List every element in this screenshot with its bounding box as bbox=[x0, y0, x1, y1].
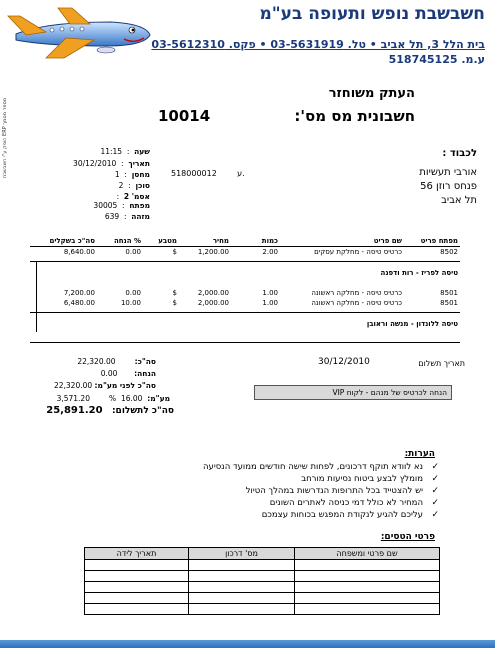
table-row[interactable] bbox=[85, 582, 440, 593]
info-row-agent: סוכן : 2 bbox=[118, 181, 150, 190]
table-row bbox=[30, 298, 460, 308]
cell-birth-date[interactable] bbox=[85, 593, 189, 604]
cell-item-name: כרטיס טיסה - מחלקה ראשונה bbox=[311, 299, 402, 307]
vertical-side-note: הופק ע"י חשבשבת ERP מספר מסמך bbox=[2, 97, 8, 178]
cell-price: 1,200.00 bbox=[197, 248, 229, 256]
cell-full-name[interactable] bbox=[295, 582, 440, 593]
items-bottom-rule bbox=[30, 342, 460, 343]
table-row[interactable] bbox=[85, 604, 440, 615]
check-icon: ✓ bbox=[431, 462, 439, 472]
customer-id: 518000012 ע. bbox=[171, 169, 245, 178]
cell-discount: 0.00 bbox=[125, 248, 141, 256]
cell-price: 2,000.00 bbox=[197, 289, 229, 297]
totals-before-vat: סה"כ לפני מע"מ: 22,320.00 bbox=[53, 381, 156, 390]
list-item: ✓המחיר לא כולל דמי כניסה לאתרים השונים bbox=[269, 498, 439, 508]
discount-note-box bbox=[254, 385, 452, 400]
passengers-title: פרטי הטסים: bbox=[380, 532, 435, 542]
cell-currency: $ bbox=[172, 248, 177, 256]
cell-quantity: 1.00 bbox=[262, 299, 278, 307]
info-row-time: שעה : 11:15 bbox=[100, 147, 150, 156]
col-currency: מטבע bbox=[143, 236, 179, 247]
col-item-key: מפתח פריט bbox=[404, 236, 460, 247]
group-title-london: טיסה ללונדון - מנשה וראובן bbox=[366, 320, 458, 328]
cell-passport-number[interactable] bbox=[189, 560, 295, 571]
list-item: ✓מומלץ לבצע ביטוח נסיעות מורחב bbox=[301, 474, 439, 484]
info-row-key: מפתח : 30005 bbox=[93, 201, 150, 210]
cell-total: 7,200.00 bbox=[63, 289, 95, 297]
col-birth-date: תאריך לידה bbox=[85, 548, 189, 560]
col-item-name: שם פריט bbox=[280, 236, 404, 247]
cell-full-name[interactable] bbox=[295, 593, 440, 604]
cell-price: 2,000.00 bbox=[197, 299, 229, 307]
col-discount: % הנחה bbox=[97, 236, 143, 247]
payment-date: 30/12/2010 bbox=[318, 357, 370, 367]
cell-total: 8,640.00 bbox=[63, 248, 95, 256]
cell-birth-date[interactable] bbox=[85, 582, 189, 593]
cell-item-key: 8501 bbox=[440, 289, 458, 297]
check-icon: ✓ bbox=[431, 474, 439, 484]
cell-currency: $ bbox=[172, 289, 177, 297]
group-title-paris: טיסה לפריז - רות ודפנה bbox=[380, 269, 458, 277]
totals-subtotal: סה"כ: 22,320.00 bbox=[77, 357, 156, 366]
list-item: ✓עליכם להגיע לנקודת המפגש בכוחות עצמכם bbox=[261, 510, 439, 520]
company-vat-number: ע.מ. 518745125 bbox=[388, 53, 485, 66]
copy-label: העתק משוחזר bbox=[328, 86, 415, 101]
col-total-ils: סה"כ בשקלים bbox=[30, 236, 97, 247]
check-icon: ✓ bbox=[431, 486, 439, 496]
items-left-rule bbox=[36, 262, 37, 332]
items-header-row bbox=[30, 236, 460, 247]
list-item: ✓יש להצטייד בכל התרופות הנדרשות במהלך הטיול bbox=[245, 486, 439, 496]
group-title-row bbox=[30, 268, 460, 278]
document-title: חשבונית מס מס': bbox=[294, 107, 415, 125]
table-row[interactable] bbox=[85, 593, 440, 604]
table-row[interactable] bbox=[85, 571, 440, 582]
cell-birth-date[interactable] bbox=[85, 604, 189, 615]
totals-vat: מע"מ: 16.00 % 3,571.20 bbox=[56, 394, 170, 403]
cell-full-name[interactable] bbox=[295, 604, 440, 615]
customer-to-label: לכבוד : bbox=[442, 148, 477, 159]
col-price: מחיר bbox=[179, 236, 231, 247]
totals-grand: סה"כ לתשלום: 25,891.20 bbox=[46, 405, 174, 416]
discount-note-text: הנחה לכרטיס של מנהם - לקוח VIP bbox=[332, 388, 447, 397]
info-row-ref2: אסמ' 2 : bbox=[111, 192, 150, 201]
cell-full-name[interactable] bbox=[295, 571, 440, 582]
notes-title: הערות: bbox=[404, 449, 435, 459]
cell-passport-number[interactable] bbox=[189, 593, 295, 604]
totals-discount: הנחה: 0.00 bbox=[100, 369, 156, 378]
info-row-date: תאריך : 30/12/2010 bbox=[73, 159, 150, 168]
group-title-row bbox=[30, 319, 460, 329]
cell-birth-date[interactable] bbox=[85, 560, 189, 571]
cell-item-key: 8502 bbox=[440, 248, 458, 256]
list-item: ✓נא לוודא תוקף דרכונים, לפחות שישה חודשים ממועד הנסיעה bbox=[203, 462, 439, 472]
company-name: חשבשבת נופש ותעופה בע"מ bbox=[259, 4, 485, 24]
customer-name: אורבי תעשיות bbox=[419, 167, 477, 178]
info-row-warehouse: מחסן : 1 bbox=[114, 170, 150, 179]
cell-passport-number[interactable] bbox=[189, 571, 295, 582]
info-row-id: מזהה : 639 bbox=[104, 212, 150, 221]
cell-passport-number[interactable] bbox=[189, 582, 295, 593]
passengers-table bbox=[84, 547, 440, 615]
cell-full-name[interactable] bbox=[295, 560, 440, 571]
payment-date-label: תאריך תשלום bbox=[418, 359, 465, 368]
passengers-header-row bbox=[85, 548, 440, 560]
cell-item-key: 8501 bbox=[440, 299, 458, 307]
table-row[interactable] bbox=[85, 560, 440, 571]
cell-currency: $ bbox=[172, 299, 177, 307]
customer-city: תל אביב bbox=[441, 195, 477, 206]
cell-passport-number[interactable] bbox=[189, 604, 295, 615]
table-row bbox=[30, 288, 460, 298]
check-icon: ✓ bbox=[431, 498, 439, 508]
col-quantity: כמות bbox=[231, 236, 280, 247]
bottom-bar bbox=[0, 640, 495, 648]
cell-discount: 10.00 bbox=[120, 299, 141, 307]
table-row bbox=[30, 247, 460, 258]
cell-birth-date[interactable] bbox=[85, 571, 189, 582]
cell-item-name: כרטיס טיסה - מחלקה ראשונה bbox=[311, 289, 402, 297]
cell-discount: 0.00 bbox=[125, 289, 141, 297]
cell-item-name: כרטיס טיסה - מחלקת עסקים bbox=[314, 248, 402, 256]
cell-quantity: 1.00 bbox=[262, 289, 278, 297]
customer-street: פנחס רוזן 56 bbox=[420, 181, 477, 192]
cell-quantity: 2.00 bbox=[262, 248, 278, 256]
col-full-name: שם פרטי ומשפחה bbox=[295, 548, 440, 560]
cell-total: 6,480.00 bbox=[63, 299, 95, 307]
airplane-logo bbox=[6, 2, 156, 60]
document-number: 10014 bbox=[158, 107, 211, 125]
company-address: בית הלל 3, תל אביב • טל. 03-5631919 • פקס. 03-5612310 bbox=[151, 38, 485, 51]
items-table bbox=[30, 236, 460, 329]
notes-list bbox=[203, 461, 439, 521]
col-passport-number: מס' דרכון bbox=[189, 548, 295, 560]
check-icon: ✓ bbox=[431, 510, 439, 520]
